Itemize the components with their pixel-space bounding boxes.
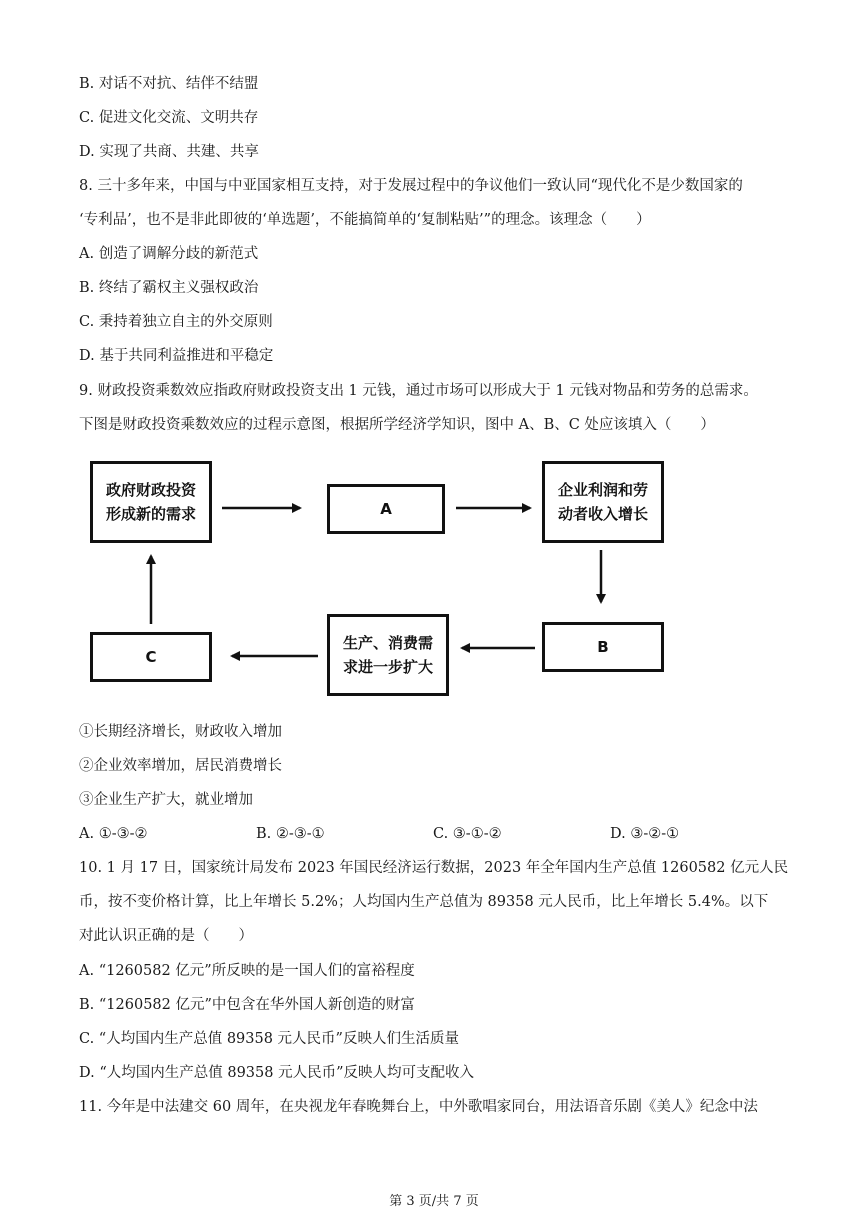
diagram-box-a-label: A — [380, 500, 392, 518]
q9-choice-c: C. ③-①-② — [433, 826, 502, 842]
diagram-box-investment-line1: 政府财政投资 — [105, 481, 196, 499]
q10-option-a: A. “1260582 亿元”所反映的是一国人们的富裕程度 — [79, 963, 415, 979]
diagram-box-investment-line2: 形成新的需求 — [105, 505, 196, 523]
page-footer: 第 3 页/共 7 页 — [389, 1194, 479, 1209]
q9-choice-a: A. ①-③-② — [79, 826, 148, 842]
q10-stem-line1: 10. 1 月 17 日，国家统计局发布 2023 年国民经济运行数据，2023 年全年国内生产总值 1260582 亿元人民 — [79, 860, 789, 876]
q8-option-d: D. 基于共同利益推进和平稳定 — [79, 348, 274, 364]
diagram-box-demand-line1: 生产、消费需 — [342, 634, 433, 652]
q8-option-b: B. 终结了霸权主义强权政治 — [79, 280, 259, 296]
q7-option-d: D. 实现了共商、共建、共享 — [79, 144, 259, 160]
q8-stem-line1: 8. 三十多年来，中国与中亚国家相互支持，对于发展过程中的争议他们一致认同“现代化不是少数国家的 — [79, 178, 743, 194]
q10-stem-line3: 对此认识正确的是（ ） — [79, 928, 253, 944]
q8-stem-line2: ‘专利品’，也不是非此即彼的‘单选题’，不能搞简单的‘复制粘贴’”的理念。该理念（ ） — [79, 212, 651, 228]
q9-item-3: ③企业生产扩大，就业增加 — [79, 792, 253, 808]
q10-option-b: B. “1260582 亿元”中包含在华外国人新创造的财富 — [79, 997, 415, 1013]
q10-option-d: D. “人均国内生产总值 89358 元人民币”反映人均可支配收入 — [79, 1065, 474, 1081]
diagram-box-profit-line1: 企业利润和劳 — [557, 481, 648, 499]
q9-choice-b: B. ②-③-① — [256, 826, 325, 842]
q8-option-a: A. 创造了调解分歧的新范式 — [79, 246, 259, 262]
diagram-box-demand-line2: 求进一步扩大 — [342, 658, 433, 676]
diagram-box-c-label: C — [145, 648, 157, 666]
q7-option-c: C. 促进文化交流、文明共存 — [79, 110, 259, 126]
q9-stem-line1: 9. 财政投资乘数效应指政府财政投资支出 1 元钱，通过市场可以形成大于 1 元钱对物品和劳务的总需求。 — [79, 383, 758, 399]
q7-option-b: B. 对话不对抗、结伴不结盟 — [79, 76, 259, 92]
q10-stem-line2: 币，按不变价格计算，比上年增长 5.2%；人均国内生产总值为 89358 元人民币，比上年增长 5.4%。以下 — [79, 894, 769, 910]
q8-option-c: C. 秉持着独立自主的外交原则 — [79, 314, 273, 330]
q9-item-1: ①长期经济增长，财政收入增加 — [79, 724, 282, 740]
q11-stem-line1: 11. 今年是中法建交 60 周年，在央视龙年春晚舞台上，中外歌唱家同台，用法语音乐剧《美人》纪念中法 — [79, 1099, 758, 1115]
q9-choice-d: D. ③-②-① — [610, 826, 680, 842]
diagram-box-profit-line2: 动者收入增长 — [557, 505, 648, 523]
q10-option-c: C. “人均国内生产总值 89358 元人民币”反映人们生活质量 — [79, 1031, 459, 1047]
diagram-box-b-label: B — [597, 638, 609, 656]
q9-stem-line2: 下图是财政投资乘数效应的过程示意图，根据所学经济学知识，图中 A、B、C 处应该填入（ ） — [79, 417, 715, 433]
q9-item-2: ②企业效率增加，居民消费增长 — [79, 758, 282, 774]
